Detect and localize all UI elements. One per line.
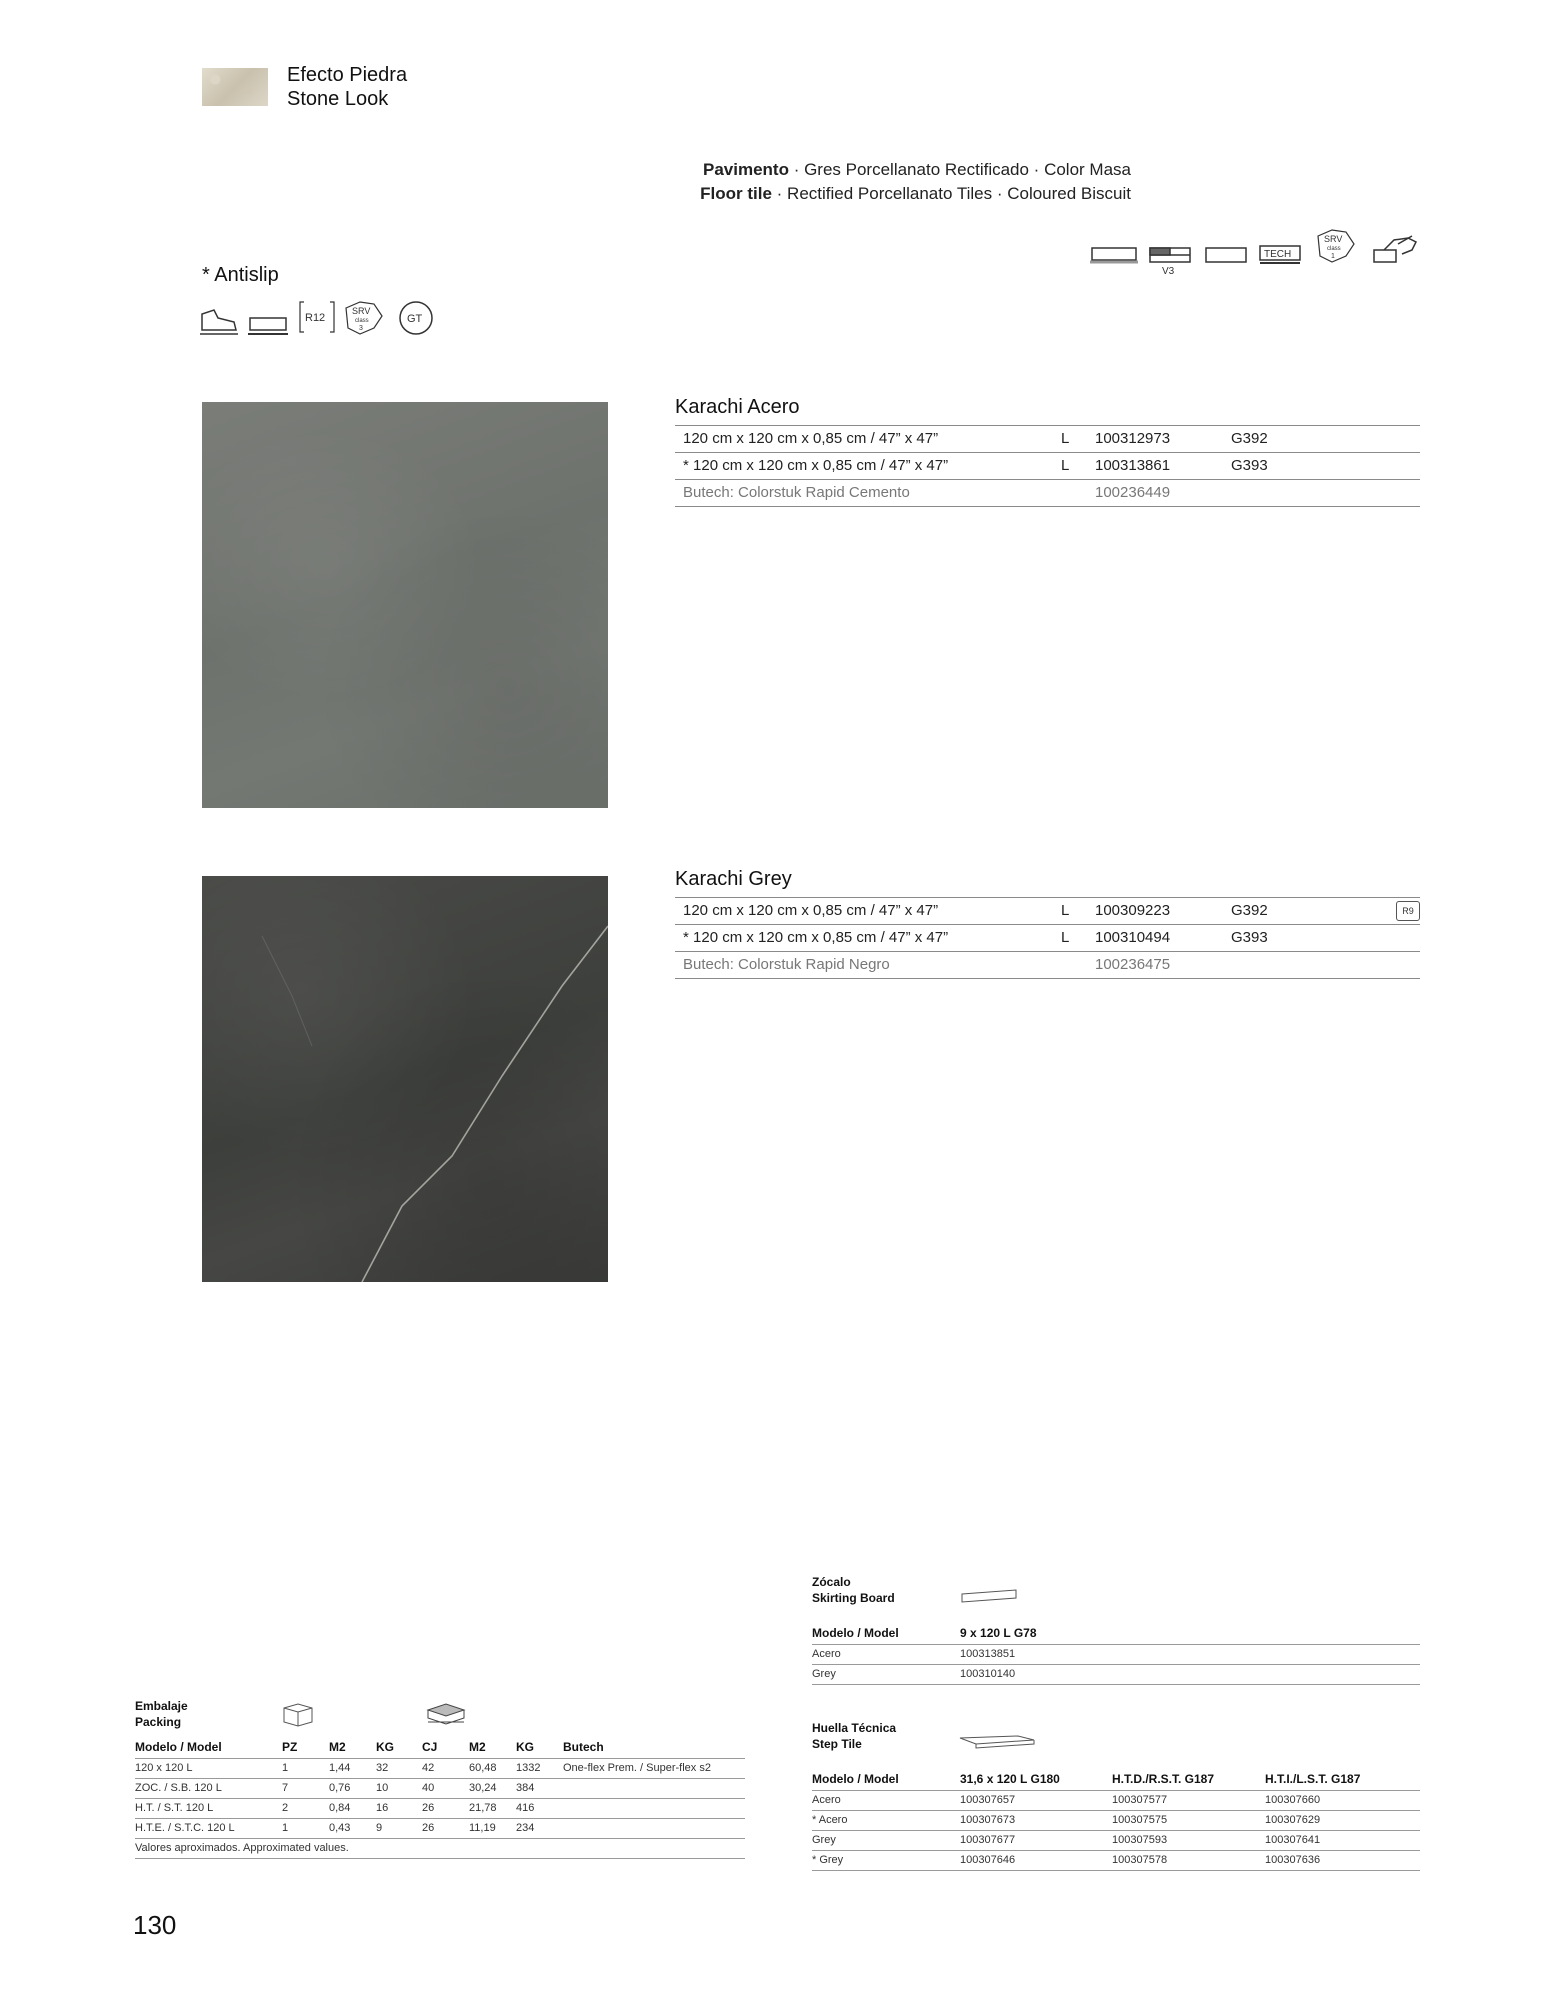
gt-icon (400, 302, 432, 334)
svg-text:SRV: SRV (352, 306, 371, 316)
product-name: Karachi Acero (675, 396, 800, 418)
stone-look-swatch (202, 68, 268, 106)
table-row: H.T.E. / S.T.C. 120 L 1 0,43 9 26 11,19 234 (135, 1818, 745, 1838)
section-title-en: Stone Look (287, 88, 389, 110)
table-row: Acero 100313851 (812, 1644, 1420, 1664)
product-row: * 120 cm x 120 cm x 0,85 cm / 47” x 47” L 100313861 G393 (675, 452, 1420, 479)
table-row: Grey 100310140 (812, 1664, 1420, 1685)
product-name: Karachi Grey (675, 868, 792, 890)
table-row: ZOC. / S.B. 120 L 7 0,76 10 40 30,24 384 (135, 1778, 745, 1798)
srv-class-1-icon (1318, 230, 1354, 262)
pallet-icon (424, 1698, 468, 1728)
r9-badge: R9 (1396, 901, 1420, 921)
cleaning-icon (1374, 236, 1416, 262)
svg-text:3: 3 (359, 325, 363, 332)
v3-icon (1150, 248, 1190, 276)
svg-text:class: class (1327, 246, 1341, 252)
product-karachi-grey (675, 868, 1420, 979)
packing-title: Embalaje Packing (135, 1699, 188, 1729)
skirting-title: Zócalo Skirting Board (812, 1575, 895, 1605)
shoe-icon (200, 310, 238, 334)
description-line-1: Pavimento · Gres Porcellanato Rectificado · Color Masa (702, 160, 1131, 179)
product-row-grout: Butech: Colorstuk Rapid Negro 100236475 (675, 951, 1420, 979)
product-row: * 120 cm x 120 cm x 0,85 cm / 47” x 47” L 100310494 G393 (675, 924, 1420, 951)
packing-table (135, 1736, 745, 1859)
table-row: 120 x 120 L 1 1,44 32 42 60,48 1332 One-flex Prem. / Super-flex s2 (135, 1758, 745, 1778)
step-tile-icon (958, 1730, 1038, 1754)
packing-note: Valores aproximados. Approximated values. (135, 1838, 745, 1859)
antislip-icons (200, 298, 450, 340)
svg-text:SRV: SRV (1324, 234, 1343, 244)
table-header: Modelo / Model PZ M2 KG CJ M2 KG Butech (135, 1740, 604, 1754)
svg-text:1: 1 (1331, 253, 1335, 260)
product-karachi-acero (675, 396, 1420, 507)
r12-icon (300, 302, 334, 332)
description-line-2: Floor tile · Rectified Porcellanato Tiles · Coloured Biscuit (700, 184, 1131, 203)
page-number: 130 (133, 1910, 177, 1940)
marble-vein (202, 876, 608, 1282)
srv-class-3-icon (346, 302, 382, 334)
box-icon (280, 1700, 316, 1728)
karachi-grey-tile-image (202, 876, 608, 1282)
svg-text:R12: R12 (305, 312, 326, 324)
technical-icons-top (1090, 228, 1420, 276)
rectified-icon (1206, 248, 1246, 262)
skirting-table (812, 1622, 1420, 1685)
product-row: 120 cm x 120 cm x 0,85 cm / 47” x 47” L 100309223 G392 R9 (675, 897, 1420, 924)
svg-text:GT: GT (407, 313, 423, 325)
svg-text:TECH: TECH (1264, 249, 1292, 260)
svg-text:class: class (355, 318, 369, 324)
table-header: Modelo / Model 31,6 x 120 L G180 H.T.D./R.S.T. G187 H.T.I./L.S.T. G187 (812, 1772, 1361, 1786)
table-header: Modelo / Model 9 x 120 L G78 (812, 1626, 1037, 1640)
table-row: Grey 100307677 100307593 100307641 (812, 1830, 1420, 1850)
floor-icon (248, 318, 288, 334)
svg-text:V3: V3 (1162, 266, 1175, 276)
antislip-label: * Antislip (202, 264, 279, 286)
table-row: * Acero 100307673 100307575 100307629 (812, 1810, 1420, 1830)
product-row: 120 cm x 120 cm x 0,85 cm / 47” x 47” L 100312973 G392 (675, 425, 1420, 452)
skirting-board-icon (960, 1586, 1020, 1606)
product-row-grout: Butech: Colorstuk Rapid Cemento 100236449 (675, 479, 1420, 507)
table-row: * Grey 100307646 100307578 100307636 (812, 1850, 1420, 1871)
step-tile-title: Huella Técnica Step Tile (812, 1721, 897, 1751)
tech-icon (1260, 246, 1300, 263)
step-tile-table (812, 1768, 1420, 1871)
table-row: H.T. / S.T. 120 L 2 0,84 16 26 21,78 416 (135, 1798, 745, 1818)
karachi-acero-tile-image (202, 402, 608, 808)
table-row: Acero 100307657 100307577 100307660 (812, 1790, 1420, 1810)
floor-tile-icon (1090, 248, 1138, 262)
section-title-es: Efecto Piedra (287, 64, 408, 86)
